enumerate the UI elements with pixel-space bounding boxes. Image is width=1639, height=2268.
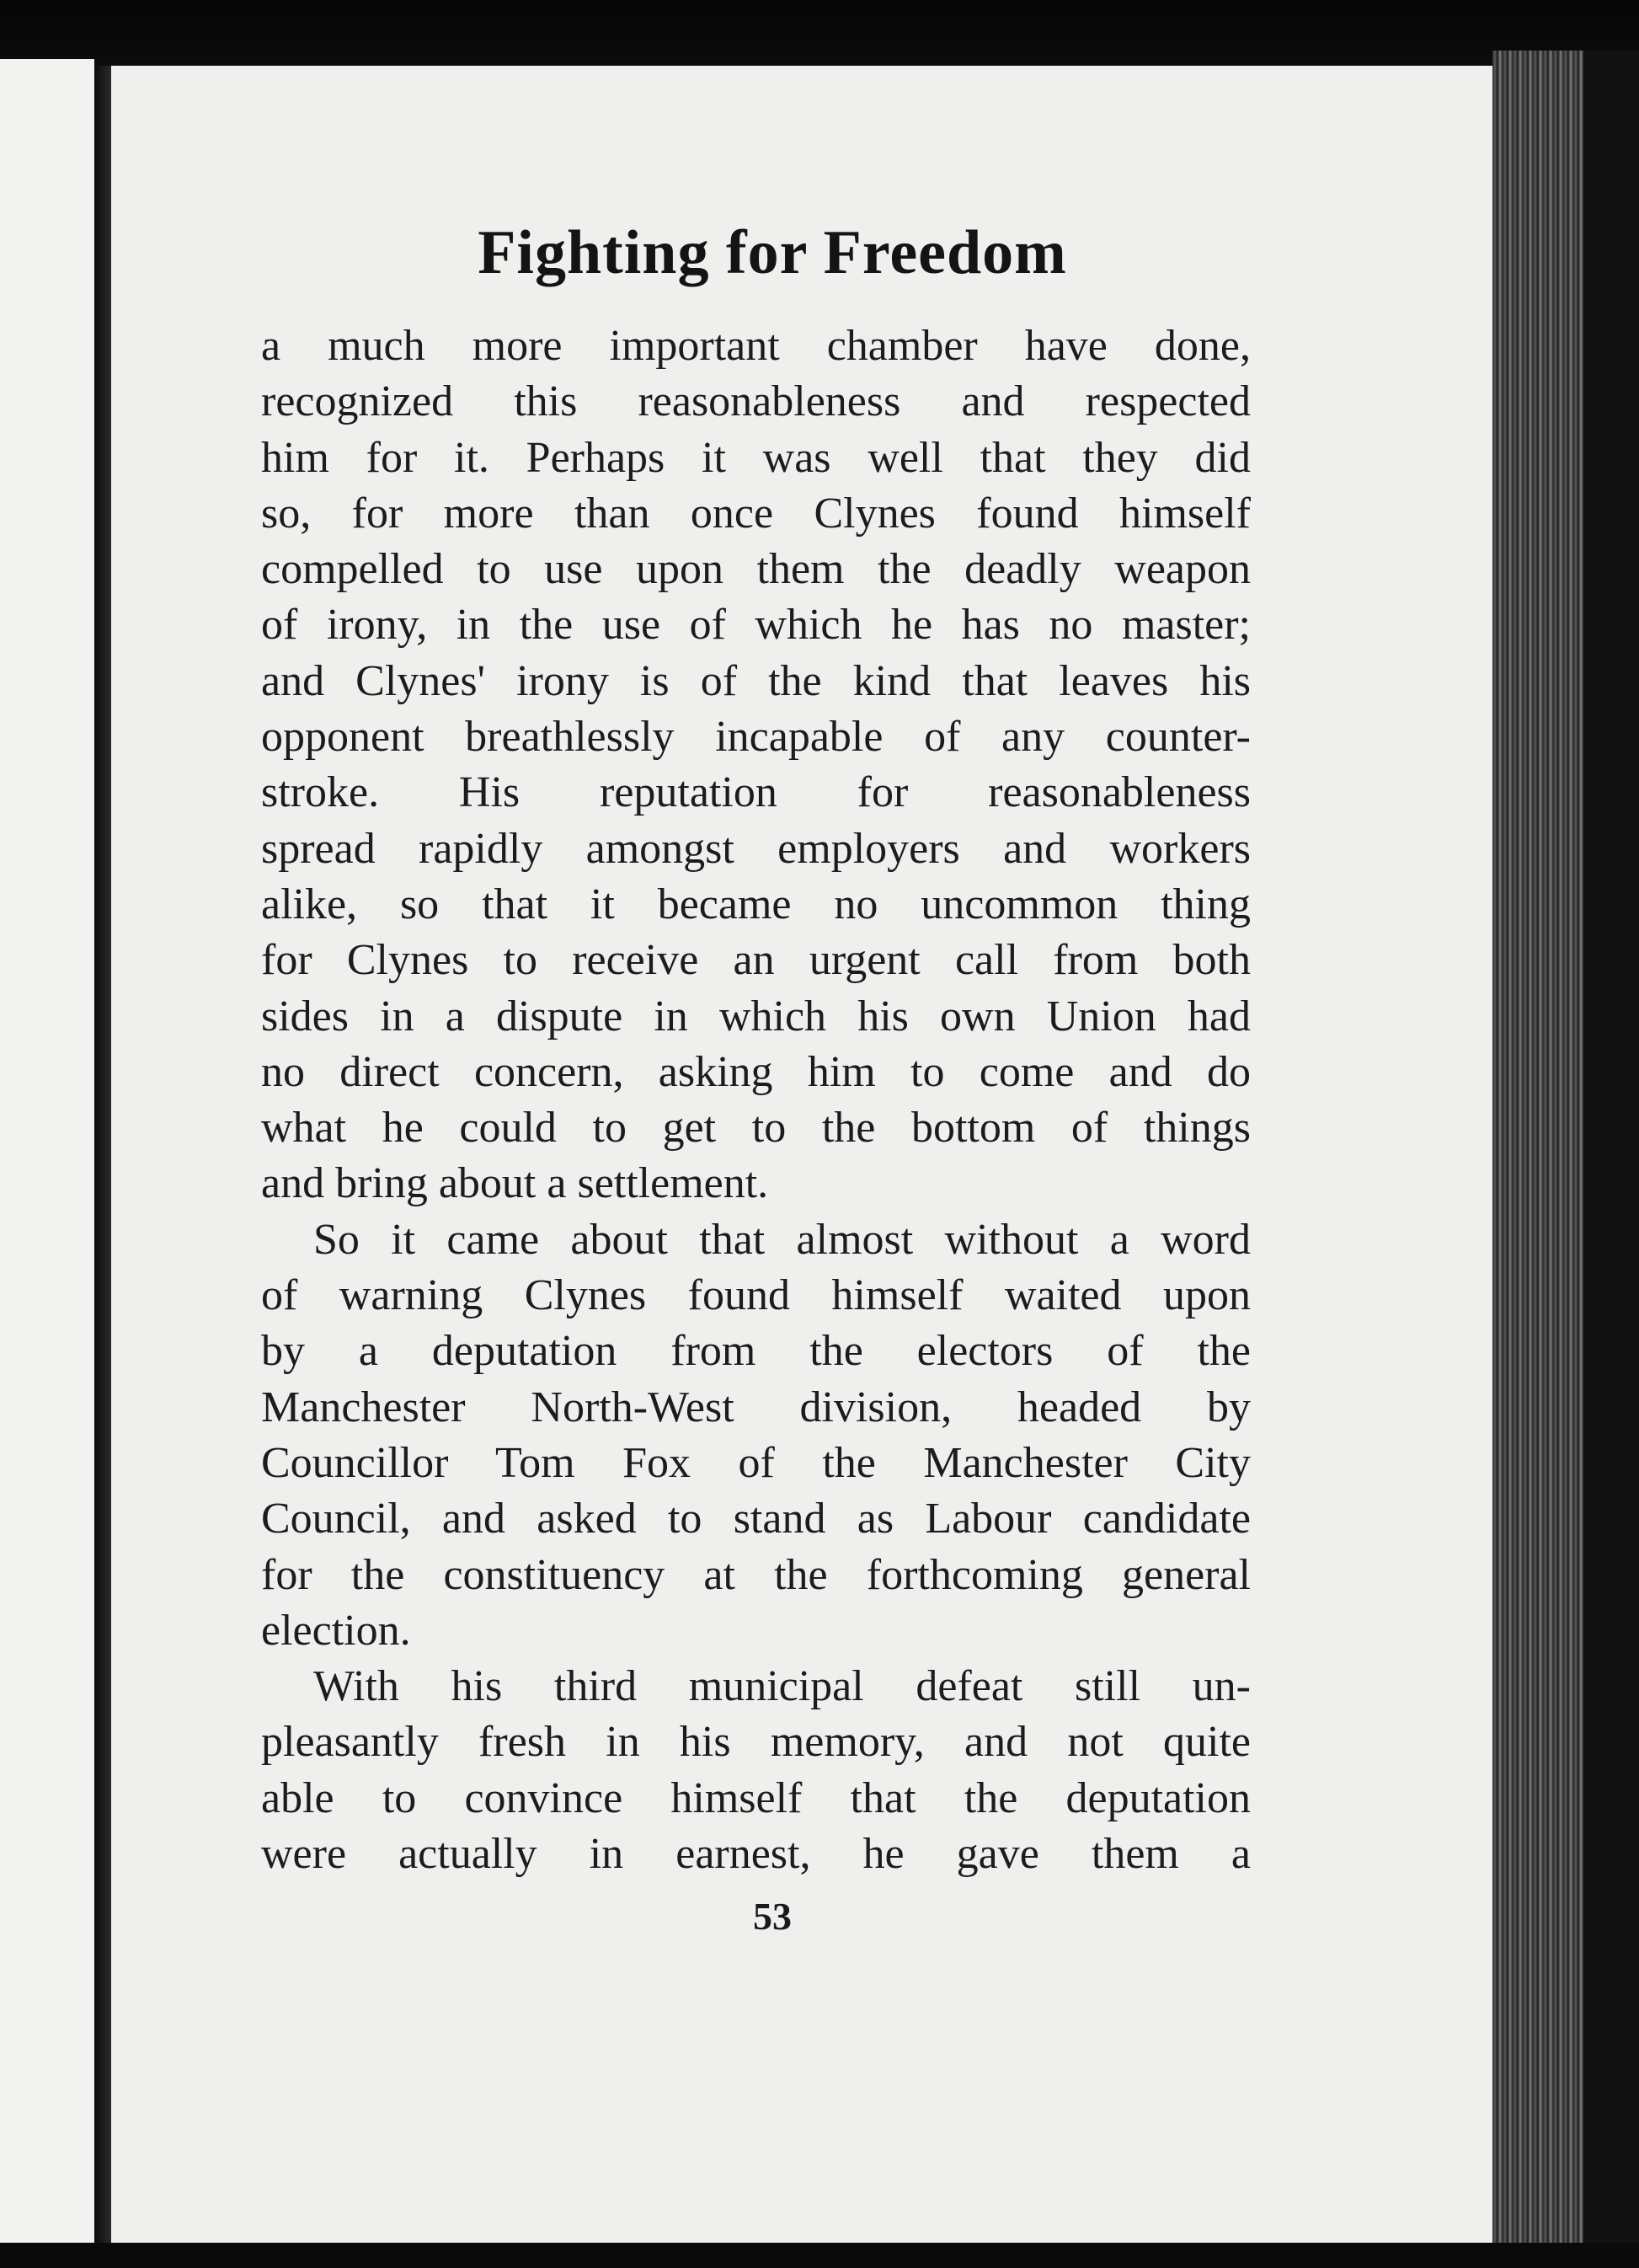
text-line: of warning Clynes found himself waited upon	[261, 1271, 1251, 1320]
book-cover-edge	[1583, 51, 1639, 2268]
text-line: recognized this reasonableness and respected	[261, 377, 1251, 426]
text-line: what he could to get to the bottom of things	[261, 1104, 1251, 1153]
text-line: spread rapidly amongst employers and workers	[261, 824, 1251, 873]
text-line: alike, so that it became no uncommon thing	[261, 880, 1251, 928]
text-line: for the constituency at the forthcoming general	[261, 1550, 1251, 1599]
text-line: for Clynes to receive an urgent call from both	[261, 936, 1251, 985]
text-line: pleasantly fresh in his memory, and not quite	[261, 1718, 1251, 1767]
text-line: him for it. Perhaps it was well that they did	[261, 433, 1251, 482]
text-line: so, for more than once Clynes found himself	[261, 489, 1251, 538]
text-line: With his third municipal defeat still un-	[313, 1662, 1251, 1711]
body-text	[261, 318, 1251, 1882]
running-head: Fighting for Freedom	[478, 218, 1067, 287]
text-line: stroke. His reputation for reasonableness	[261, 768, 1251, 817]
text-line: by a deputation from the electors of the	[261, 1327, 1251, 1376]
text-line: and bring about a settlement.	[261, 1159, 769, 1208]
scan-bottom-edge	[0, 2243, 1639, 2268]
text-line: Councillor Tom Fox of the Manchester City	[261, 1438, 1251, 1487]
text-line: sides in a dispute in which his own Union had	[261, 992, 1251, 1040]
text-line: a much more important chamber have done,	[261, 322, 1251, 370]
page-number: 53	[753, 1895, 792, 1938]
text-line: of irony, in the use of which he has no master;	[261, 601, 1251, 650]
text-line: no direct concern, asking him to come and do	[261, 1047, 1251, 1096]
scan-top-edge	[0, 0, 1639, 76]
text-line: able to convince himself that the deputation	[261, 1773, 1251, 1822]
text-line: election.	[261, 1606, 411, 1655]
text-line: opponent breathlessly incapable of any counter-	[261, 713, 1251, 762]
text-line: compelled to use upon them the deadly weapon	[261, 545, 1251, 594]
text-line: Manchester North-West division, headed by	[261, 1383, 1251, 1431]
text-line: Council, and asked to stand as Labour candidate	[261, 1495, 1251, 1543]
text-line: were actually in earnest, he gave them a	[261, 1830, 1251, 1879]
facing-page-edge	[0, 59, 94, 2268]
binding-gutter	[94, 66, 111, 2268]
text-line: So it came about that almost without a word	[313, 1215, 1251, 1264]
text-line: and Clynes' irony is of the kind that leaves his	[261, 656, 1251, 705]
